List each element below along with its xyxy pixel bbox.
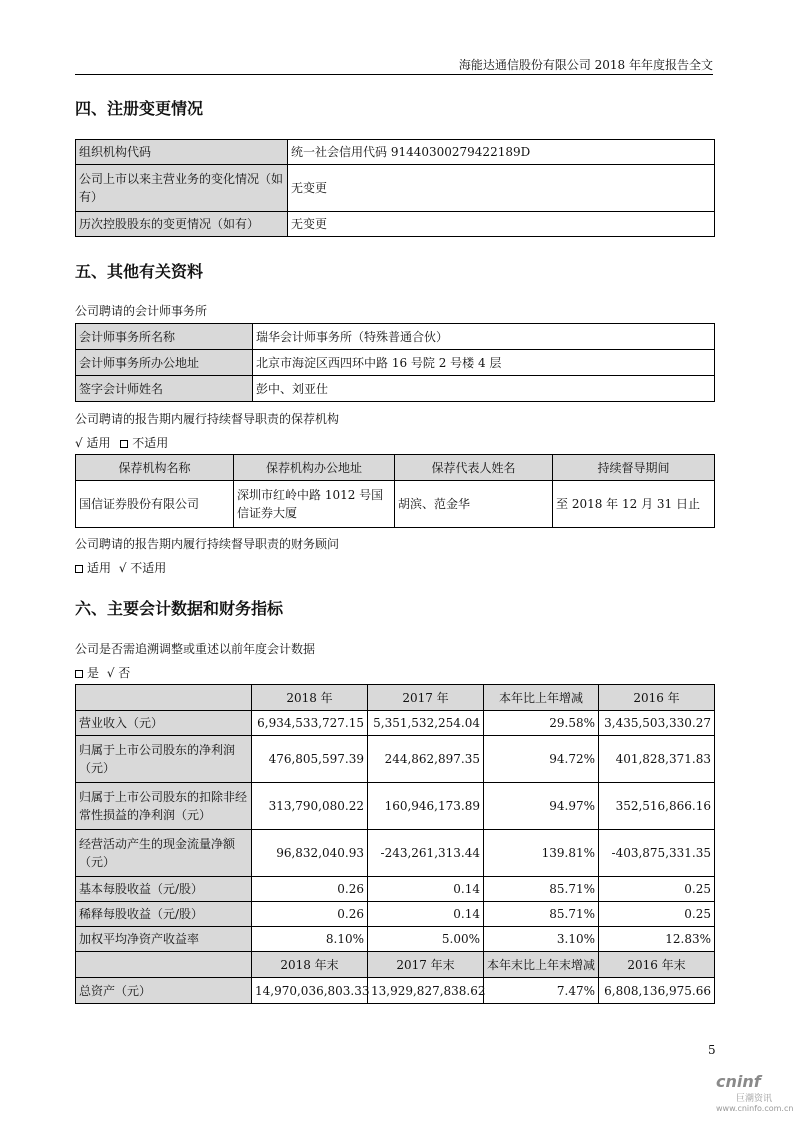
cell-value: 瑞华会计师事务所（特殊普通合伙） <box>253 324 715 350</box>
cell: 5,351,532,254.04 <box>368 711 484 736</box>
cell: 5.00% <box>368 927 484 952</box>
column-header: 2017 年 <box>368 685 484 711</box>
cell: 85.71% <box>484 877 599 902</box>
sponsor-not-applicable: 不适用 <box>132 436 169 450</box>
cell-label: 会计师事务所办公地址 <box>76 350 253 376</box>
column-header: 本年末比上年末增减 <box>484 952 599 978</box>
column-header: 持续督导期间 <box>553 455 715 481</box>
cell: 476,805,597.39 <box>252 736 368 783</box>
column-header: 保荐机构办公地址 <box>234 455 395 481</box>
cell: 0.14 <box>368 877 484 902</box>
cell: 94.72% <box>484 736 599 783</box>
table-row <box>76 165 715 212</box>
column-header: 2018 年末 <box>252 952 368 978</box>
cell: 401,828,371.83 <box>599 736 715 783</box>
cell: 0.25 <box>599 902 715 927</box>
cell-label: 历次控股股东的变更情况（如有） <box>76 212 288 237</box>
restate-yes: 是 <box>87 666 100 680</box>
cell: 244,862,897.35 <box>368 736 484 783</box>
column-header <box>76 952 252 978</box>
cell-value: 统一社会信用代码 91440300279422189D <box>288 140 715 165</box>
table-row <box>76 350 715 376</box>
row-label: 经营活动产生的现金流量净额（元） <box>76 830 252 877</box>
section-4-title: 四、注册变更情况 <box>75 99 204 118</box>
cell: 313,790,080.22 <box>252 783 368 830</box>
row-label: 加权平均净资产收益率 <box>76 927 252 952</box>
cell-value: 北京市海淀区西四环中路 16 号院 2 号楼 4 层 <box>253 350 715 376</box>
logo-cn: 巨潮资讯 <box>736 1094 773 1104</box>
table-header-row <box>76 455 715 481</box>
page-number: 5 <box>708 1043 716 1057</box>
table-row <box>76 140 715 165</box>
cell: 胡滨、范金华 <box>395 481 553 528</box>
table-row <box>76 481 715 528</box>
cell: 29.58% <box>484 711 599 736</box>
cell: 0.26 <box>252 877 368 902</box>
table-row <box>76 376 715 402</box>
restate-intro: 公司是否需追溯调整或重述以前年度会计数据 <box>75 642 316 656</box>
table-header-row <box>76 952 715 978</box>
checkbox-icon <box>120 440 128 448</box>
cell: 7.47% <box>484 978 599 1004</box>
advisor-intro: 公司聘请的报告期内履行持续督导职责的财务顾问 <box>75 537 340 551</box>
logo-text: cninf <box>716 1072 761 1091</box>
cell: 3.10% <box>484 927 599 952</box>
table-row <box>76 902 715 927</box>
column-header <box>76 685 252 711</box>
logo-url: www.cninfo.com.cn <box>716 1104 793 1113</box>
cell: 6,934,533,727.15 <box>252 711 368 736</box>
row-label: 基本每股收益（元/股） <box>76 877 252 902</box>
section-5-title: 五、其他有关资料 <box>75 262 204 281</box>
cell-value: 无变更 <box>288 212 715 237</box>
table-row <box>76 324 715 350</box>
cell-value: 彭中、刘亚仕 <box>253 376 715 402</box>
cell: -403,875,331.35 <box>599 830 715 877</box>
advisor-applicable: 适用 <box>87 561 112 575</box>
cell-label: 组织机构代码 <box>76 140 288 165</box>
cell-label: 签字会计师姓名 <box>76 376 253 402</box>
cell-label: 公司上市以来主营业务的变化情况（如有） <box>76 165 288 212</box>
cell: 94.97% <box>484 783 599 830</box>
column-header: 2017 年末 <box>368 952 484 978</box>
cell: 0.25 <box>599 877 715 902</box>
column-header: 保荐代表人姓名 <box>395 455 553 481</box>
header-title: 海能达通信股份有限公司 2018 年年度报告全文 <box>458 58 713 72</box>
cell: 160,946,173.89 <box>368 783 484 830</box>
cell: 139.81% <box>484 830 599 877</box>
row-label: 总资产（元） <box>76 978 252 1004</box>
cell: 3,435,503,330.27 <box>599 711 715 736</box>
column-header: 本年比上年增减 <box>484 685 599 711</box>
table-row <box>76 877 715 902</box>
cell: 0.14 <box>368 902 484 927</box>
cell: 85.71% <box>484 902 599 927</box>
column-header: 2018 年 <box>252 685 368 711</box>
table-row <box>76 736 715 783</box>
cell: -243,261,313.44 <box>368 830 484 877</box>
checkbox-icon <box>75 565 83 573</box>
cell: 13,929,827,838.62 <box>368 978 484 1004</box>
section-6-title: 六、主要会计数据和财务指标 <box>75 599 284 618</box>
auditor-intro: 公司聘请的会计师事务所 <box>75 304 208 318</box>
cell: 深圳市红岭中路 1012 号国信证券大厦 <box>234 481 395 528</box>
cninfo-logo <box>716 1072 793 1113</box>
table-row <box>76 711 715 736</box>
cell: 6,808,136,975.66 <box>599 978 715 1004</box>
cell: 0.26 <box>252 902 368 927</box>
table-row <box>76 212 715 237</box>
cell: 14,970,036,803.33 <box>252 978 368 1004</box>
row-label: 营业收入（元） <box>76 711 252 736</box>
auditor-table <box>75 323 715 402</box>
cell: 352,516,866.16 <box>599 783 715 830</box>
sponsor-table <box>75 454 715 528</box>
registration-table <box>75 139 715 237</box>
table-row <box>76 978 715 1004</box>
table-header-row <box>76 685 715 711</box>
sponsor-applicable: √ 适用 <box>75 436 111 450</box>
restate-choice <box>75 664 130 681</box>
row-label: 归属于上市公司股东的扣除非经常性损益的净利润（元） <box>76 783 252 830</box>
column-header: 2016 年 <box>599 685 715 711</box>
restate-no: √ 否 <box>106 666 131 680</box>
column-header: 保荐机构名称 <box>76 455 234 481</box>
cell: 12.83% <box>599 927 715 952</box>
row-label: 稀释每股收益（元/股） <box>76 902 252 927</box>
cell: 国信证券股份有限公司 <box>76 481 234 528</box>
cell-value: 无变更 <box>288 165 715 212</box>
sponsor-applicability <box>75 434 168 451</box>
row-label: 归属于上市公司股东的净利润（元） <box>76 736 252 783</box>
table-row <box>76 830 715 877</box>
financial-table <box>75 684 715 1004</box>
column-header: 2016 年末 <box>599 952 715 978</box>
cell: 8.10% <box>252 927 368 952</box>
cell: 至 2018 年 12 月 31 日止 <box>553 481 715 528</box>
page-header <box>75 56 713 75</box>
checkbox-icon <box>75 670 83 678</box>
cell: 96,832,040.93 <box>252 830 368 877</box>
table-row <box>76 927 715 952</box>
advisor-applicability <box>75 559 166 576</box>
sponsor-intro: 公司聘请的报告期内履行持续督导职责的保荐机构 <box>75 412 340 426</box>
advisor-not-applicable: √ 不适用 <box>118 561 167 575</box>
table-row <box>76 783 715 830</box>
cell-label: 会计师事务所名称 <box>76 324 253 350</box>
